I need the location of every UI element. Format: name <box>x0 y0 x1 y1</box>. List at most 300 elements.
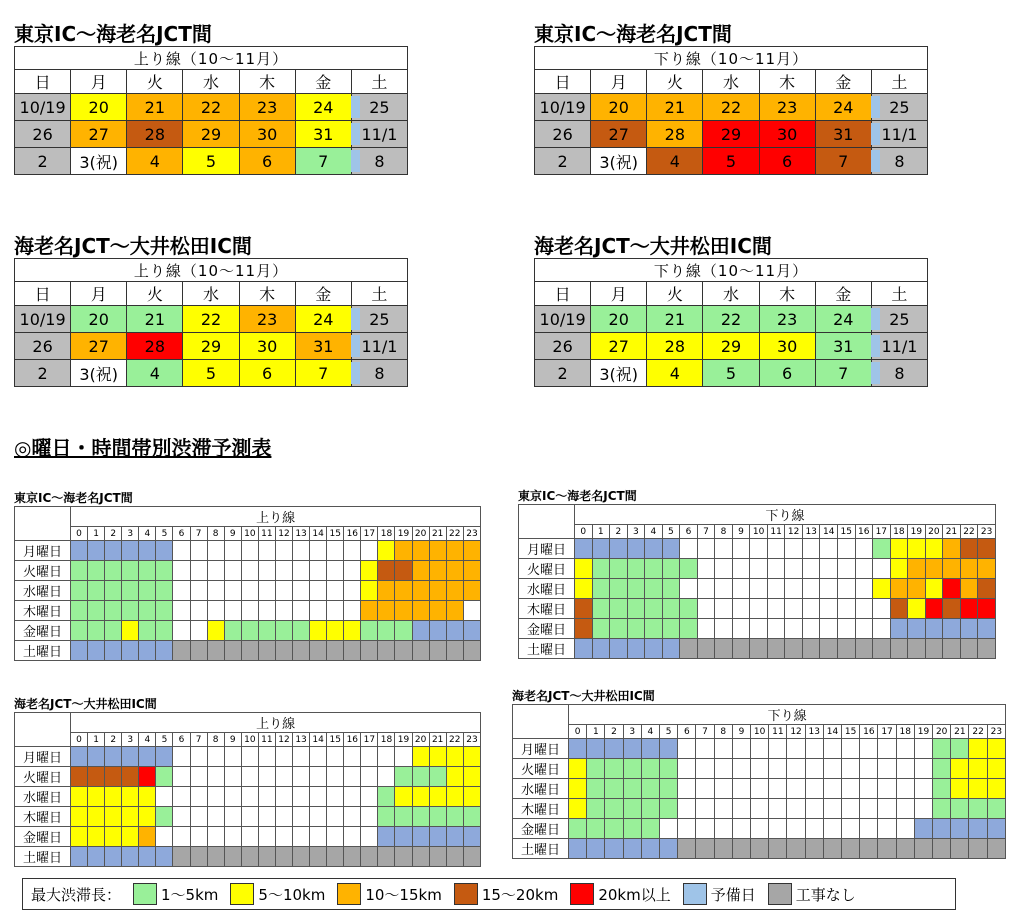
congestion-cell <box>820 539 838 559</box>
congestion-cell <box>890 619 908 639</box>
reserve-day-marker <box>351 150 360 172</box>
congestion-cell <box>71 747 88 767</box>
congestion-cell <box>678 759 696 779</box>
calendar-day-cell <box>127 360 183 387</box>
congestion-cell <box>951 799 969 819</box>
congestion-cell <box>463 601 480 621</box>
congestion-cell <box>327 621 344 641</box>
congestion-cell <box>641 799 659 819</box>
congestion-cell <box>71 601 88 621</box>
congestion-cell <box>943 599 961 619</box>
congestion-cell <box>575 539 593 559</box>
calendar-day-label: 28 <box>144 336 166 356</box>
hour-label: 14 <box>310 527 327 541</box>
congestion-cell <box>258 767 275 787</box>
calendar-day-cell <box>351 306 407 333</box>
grid-direction: 上り線 <box>71 713 481 733</box>
legend-label: 1〜5km <box>161 885 219 904</box>
hour-label: 16 <box>860 725 878 739</box>
calendar-day-label: 6 <box>262 363 273 383</box>
weekday-header: 金 <box>295 70 351 94</box>
congestion-cell <box>344 827 361 847</box>
congestion-cell <box>627 559 645 579</box>
day-label: 月曜日 <box>15 541 71 561</box>
congestion-cell <box>662 539 680 559</box>
calendar-day-cell <box>703 121 759 148</box>
congestion-cell <box>207 581 224 601</box>
congestion-cell <box>623 839 641 859</box>
weekday-header: 土 <box>871 70 927 94</box>
congestion-cell <box>190 641 207 661</box>
congestion-cell <box>896 799 914 819</box>
congestion-cell <box>820 559 838 579</box>
calendar-day-cell <box>183 333 239 360</box>
weekday-header: 金 <box>295 282 351 306</box>
hour-label: 5 <box>660 725 678 739</box>
congestion-cell <box>293 601 310 621</box>
congestion-cell <box>122 641 139 661</box>
congestion-cell <box>960 539 978 559</box>
congestion-cell <box>873 559 891 579</box>
hour-label: 5 <box>156 733 173 747</box>
congestion-cell <box>732 559 750 579</box>
congestion-cell <box>344 561 361 581</box>
legend-swatch <box>768 883 792 905</box>
hour-label: 23 <box>463 527 480 541</box>
congestion-cell <box>293 767 310 787</box>
hour-label: 19 <box>914 725 932 739</box>
congestion-cell <box>587 739 605 759</box>
reserve-day-marker <box>871 123 880 145</box>
congestion-cell <box>802 619 820 639</box>
congestion-cell <box>173 767 190 787</box>
congestion-cell <box>925 619 943 639</box>
congestion-cell <box>275 787 292 807</box>
calendar-day-label: 10/19 <box>539 97 586 117</box>
congestion-cell <box>105 807 122 827</box>
congestion-cell <box>969 839 987 859</box>
hour-label: 5 <box>156 527 173 541</box>
calendar-day-cell <box>71 121 127 148</box>
congestion-cell <box>395 787 412 807</box>
congestion-cell <box>258 581 275 601</box>
hour-label: 19 <box>395 733 412 747</box>
congestion-cell <box>837 639 855 659</box>
congestion-cell <box>258 807 275 827</box>
congestion-cell <box>660 759 678 779</box>
congestion-cell <box>641 819 659 839</box>
hour-label: 22 <box>969 725 987 739</box>
congestion-cell <box>173 621 190 641</box>
congestion-cell <box>969 779 987 799</box>
congestion-cell <box>696 779 714 799</box>
congestion-cell <box>943 539 961 559</box>
congestion-cell <box>463 541 480 561</box>
congestion-cell <box>873 639 891 659</box>
calendar-day-label: 3(祝) <box>599 152 639 172</box>
congestion-cell <box>327 767 344 787</box>
congestion-cell <box>173 747 190 767</box>
calendar-day-cell <box>703 360 759 387</box>
congestion-cell <box>978 579 996 599</box>
congestion-cell <box>207 621 224 641</box>
hour-label: 3 <box>623 725 641 739</box>
hour-label: 1 <box>88 733 105 747</box>
congestion-cell <box>714 819 732 839</box>
calendar-direction: 下り線（10〜11月） <box>535 259 928 282</box>
congestion-cell <box>645 579 663 599</box>
congestion-cell <box>908 619 926 639</box>
congestion-cell <box>896 819 914 839</box>
congestion-cell <box>173 561 190 581</box>
weekday-header: 木 <box>239 70 295 94</box>
congestion-cell <box>715 639 733 659</box>
congestion-cell <box>696 799 714 819</box>
day-label: 金曜日 <box>513 819 569 839</box>
congestion-cell <box>190 561 207 581</box>
calendar-day-label: 8 <box>374 151 385 171</box>
congestion-cell <box>587 759 605 779</box>
congestion-grid <box>14 506 481 661</box>
congestion-cell <box>327 747 344 767</box>
congestion-cell <box>275 621 292 641</box>
hour-label: 10 <box>241 733 258 747</box>
congestion-cell <box>978 639 996 659</box>
congestion-cell <box>361 541 378 561</box>
hour-label: 13 <box>805 725 823 739</box>
congestion-cell <box>943 579 961 599</box>
congestion-cell <box>785 539 803 559</box>
congestion-cell <box>750 539 768 559</box>
congestion-cell <box>139 541 156 561</box>
hour-label: 17 <box>873 525 891 539</box>
congestion-cell <box>908 599 926 619</box>
congestion-cell <box>139 767 156 787</box>
grid-title: 東京IC〜海老名JCT間 <box>14 491 133 505</box>
congestion-cell <box>293 847 310 867</box>
calendar-day-label: 27 <box>608 124 629 144</box>
congestion-cell <box>207 807 224 827</box>
congestion-cell <box>951 739 969 759</box>
congestion-cell <box>173 847 190 867</box>
hour-label: 22 <box>446 733 463 747</box>
congestion-cell <box>156 621 173 641</box>
congestion-cell <box>802 639 820 659</box>
hour-label: 15 <box>837 525 855 539</box>
calendar-title: 東京IC〜海老名JCT間 <box>534 22 732 46</box>
calendar-day-cell <box>15 306 71 333</box>
congestion-cell <box>769 839 787 859</box>
calendar-day-label: 27 <box>88 124 109 144</box>
congestion-cell <box>969 819 987 839</box>
congestion-cell <box>412 641 429 661</box>
congestion-cell <box>914 779 932 799</box>
congestion-cell <box>446 827 463 847</box>
reserve-day-marker <box>351 362 360 384</box>
calendar-table <box>534 258 928 387</box>
congestion-cell <box>769 799 787 819</box>
calendar-title: 海老名JCT〜大井松田IC間 <box>14 234 252 258</box>
congestion-cell <box>842 839 860 859</box>
congestion-cell <box>805 799 823 819</box>
congestion-cell <box>592 639 610 659</box>
congestion-cell <box>293 621 310 641</box>
congestion-cell <box>896 759 914 779</box>
congestion-cell <box>463 747 480 767</box>
calendar-day-cell <box>591 333 647 360</box>
congestion-cell <box>715 579 733 599</box>
calendar-day-cell <box>591 121 647 148</box>
congestion-cell <box>860 779 878 799</box>
congestion-cell <box>855 639 873 659</box>
congestion-cell <box>258 787 275 807</box>
congestion-cell <box>429 641 446 661</box>
hour-label: 23 <box>463 733 480 747</box>
congestion-cell <box>395 641 412 661</box>
calendar-day-cell <box>351 333 407 360</box>
congestion-cell <box>258 847 275 867</box>
congestion-cell <box>378 807 395 827</box>
congestion-cell <box>71 807 88 827</box>
congestion-cell <box>569 799 587 819</box>
congestion-cell <box>241 621 258 641</box>
congestion-cell <box>592 619 610 639</box>
congestion-cell <box>122 767 139 787</box>
congestion-cell <box>890 639 908 659</box>
congestion-cell <box>344 601 361 621</box>
congestion-cell <box>787 799 805 819</box>
congestion-cell <box>327 601 344 621</box>
congestion-cell <box>207 767 224 787</box>
calendar-day-cell <box>71 333 127 360</box>
legend-item <box>337 883 441 905</box>
congestion-cell <box>680 639 698 659</box>
hour-label: 11 <box>258 733 275 747</box>
calendar-day-cell <box>535 306 591 333</box>
calendar-day-label: 26 <box>32 336 53 356</box>
calendar-day-cell <box>759 94 815 121</box>
calendar-day-label: 8 <box>894 363 905 383</box>
congestion-cell <box>463 847 480 867</box>
calendar-day-label: 31 <box>833 124 854 144</box>
calendar-day-label: 3(祝) <box>79 152 119 172</box>
congestion-cell <box>241 747 258 767</box>
congestion-cell <box>802 579 820 599</box>
congestion-cell <box>662 599 680 619</box>
weekday-header: 水 <box>183 282 239 306</box>
calendar-day-cell <box>871 360 927 387</box>
hour-label: 12 <box>275 733 292 747</box>
weekday-header: 水 <box>703 70 759 94</box>
congestion-cell <box>429 827 446 847</box>
calendar-day-label: 7 <box>318 151 329 171</box>
weekday-header: 月 <box>591 70 647 94</box>
congestion-grid <box>512 704 1006 859</box>
congestion-cell <box>207 601 224 621</box>
congestion-cell <box>645 619 663 639</box>
hour-label: 23 <box>978 525 996 539</box>
congestion-cell <box>378 847 395 867</box>
day-label: 月曜日 <box>519 539 575 559</box>
congestion-cell <box>750 579 768 599</box>
congestion-cell <box>139 747 156 767</box>
congestion-cell <box>678 819 696 839</box>
legend-item <box>230 883 325 905</box>
calendar-day-cell <box>535 333 591 360</box>
congestion-cell <box>241 827 258 847</box>
congestion-cell <box>310 747 327 767</box>
hour-label: 17 <box>361 733 378 747</box>
congestion-cell <box>933 779 951 799</box>
congestion-cell <box>623 759 641 779</box>
congestion-cell <box>860 759 878 779</box>
hour-label: 21 <box>429 527 446 541</box>
congestion-cell <box>88 747 105 767</box>
grid-direction: 上り線 <box>71 507 481 527</box>
congestion-cell <box>446 807 463 827</box>
congestion-cell <box>122 621 139 641</box>
hour-label: 1 <box>592 525 610 539</box>
grid-corner <box>15 507 71 541</box>
congestion-cell <box>429 767 446 787</box>
congestion-cell <box>943 559 961 579</box>
congestion-cell <box>769 779 787 799</box>
calendar-day-cell <box>535 94 591 121</box>
congestion-cell <box>908 639 926 659</box>
legend-item <box>454 883 558 905</box>
congestion-cell <box>156 767 173 787</box>
congestion-cell <box>751 839 769 859</box>
congestion-cell <box>190 601 207 621</box>
legend-label: 予備日 <box>710 885 756 904</box>
congestion-cell <box>463 827 480 847</box>
congestion-cell <box>605 739 623 759</box>
congestion-cell <box>569 739 587 759</box>
congestion-grid <box>518 504 996 659</box>
congestion-cell <box>908 559 926 579</box>
calendar-day-cell <box>239 94 295 121</box>
congestion-cell <box>714 759 732 779</box>
day-label: 金曜日 <box>519 619 575 639</box>
weekday-header: 土 <box>871 282 927 306</box>
calendar-day-label: 6 <box>782 363 793 383</box>
congestion-cell <box>805 819 823 839</box>
congestion-cell <box>310 847 327 867</box>
calendar-day-cell <box>815 360 871 387</box>
congestion-cell <box>190 847 207 867</box>
congestion-cell <box>310 827 327 847</box>
calendar-day-cell <box>703 148 759 175</box>
congestion-cell <box>660 739 678 759</box>
congestion-cell <box>787 739 805 759</box>
congestion-cell <box>802 559 820 579</box>
congestion-cell <box>156 827 173 847</box>
congestion-cell <box>156 641 173 661</box>
calendar-day-label: 30 <box>776 124 798 144</box>
calendar-day-label: 24 <box>833 97 854 117</box>
congestion-cell <box>842 799 860 819</box>
day-label: 木曜日 <box>513 799 569 819</box>
calendar-day-label: 8 <box>374 363 385 383</box>
congestion-cell <box>787 819 805 839</box>
calendar-table <box>534 46 928 175</box>
calendar-day-cell <box>871 94 927 121</box>
weekday-header: 火 <box>127 282 183 306</box>
legend-item <box>570 883 670 905</box>
congestion-cell <box>802 539 820 559</box>
congestion-cell <box>361 561 378 581</box>
congestion-cell <box>837 599 855 619</box>
congestion-cell <box>696 739 714 759</box>
congestion-cell <box>378 581 395 601</box>
congestion-cell <box>429 561 446 581</box>
hour-label: 1 <box>587 725 605 739</box>
congestion-cell <box>645 539 663 559</box>
congestion-cell <box>105 581 122 601</box>
calendar-day-cell <box>71 148 127 175</box>
calendar-day-label: 4 <box>149 363 160 383</box>
congestion-cell <box>395 581 412 601</box>
hour-label: 18 <box>378 733 395 747</box>
congestion-cell <box>156 747 173 767</box>
congestion-cell <box>987 759 1005 779</box>
congestion-cell <box>678 739 696 759</box>
day-label: 火曜日 <box>15 767 71 787</box>
congestion-cell <box>627 619 645 639</box>
congestion-cell <box>960 619 978 639</box>
calendar-day-cell <box>591 94 647 121</box>
congestion-cell <box>925 579 943 599</box>
congestion-cell <box>823 779 841 799</box>
congestion-cell <box>678 779 696 799</box>
grid-corner <box>519 505 575 539</box>
congestion-cell <box>71 827 88 847</box>
calendar-day-label: 11/1 <box>881 124 918 144</box>
calendar-day-cell <box>183 148 239 175</box>
congestion-cell <box>855 599 873 619</box>
congestion-cell <box>914 739 932 759</box>
congestion-cell <box>224 621 241 641</box>
hour-label: 0 <box>71 527 88 541</box>
day-label: 月曜日 <box>15 747 71 767</box>
weekday-header: 日 <box>535 282 591 306</box>
weekday-header: 水 <box>703 282 759 306</box>
weekday-header: 火 <box>647 282 703 306</box>
congestion-cell <box>680 619 698 639</box>
congestion-cell <box>890 559 908 579</box>
reserve-day-marker <box>351 308 360 330</box>
congestion-cell <box>446 581 463 601</box>
hour-label: 7 <box>697 525 715 539</box>
day-label: 水曜日 <box>15 581 71 601</box>
congestion-cell <box>344 847 361 867</box>
congestion-cell <box>623 799 641 819</box>
calendar-tokyo-up <box>14 22 408 175</box>
congestion-cell <box>697 579 715 599</box>
congestion-cell <box>925 639 943 659</box>
calendar-day-label: 2 <box>557 363 568 383</box>
calendar-day-label: 20 <box>608 309 629 329</box>
congestion-cell <box>122 827 139 847</box>
congestion-cell <box>88 621 105 641</box>
hour-label: 2 <box>105 733 122 747</box>
congestion-cell <box>914 839 932 859</box>
grid-corner <box>513 705 569 739</box>
calendar-day-cell <box>535 121 591 148</box>
congestion-cell <box>610 579 628 599</box>
weekday-header: 土 <box>351 70 407 94</box>
legend-swatch <box>337 883 361 905</box>
